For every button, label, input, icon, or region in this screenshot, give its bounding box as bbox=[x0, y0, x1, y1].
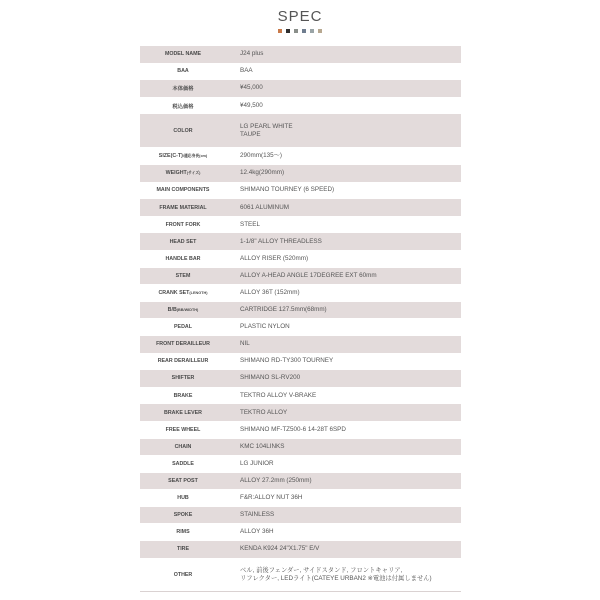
spec-value: SHIMANO RD-TY300 TOURNEY bbox=[240, 357, 334, 365]
spec-row bbox=[140, 182, 461, 199]
spec-value: NIL bbox=[240, 340, 250, 348]
color-swatch-row bbox=[0, 29, 600, 33]
spec-label: 本体価格 bbox=[172, 86, 194, 93]
spec-label: 税込価格 bbox=[172, 103, 194, 110]
spec-label: SEAT POST bbox=[168, 478, 198, 484]
spec-value: 12.4kg(290mm) bbox=[240, 169, 285, 177]
spec-label: OTHER bbox=[173, 571, 193, 578]
spec-table bbox=[140, 46, 461, 593]
color-swatch bbox=[302, 29, 306, 33]
spec-row bbox=[140, 268, 461, 285]
spec-label: SIZE(C-T) /適応身長(cm) bbox=[158, 153, 208, 160]
spec-label: FREE WHEEL bbox=[165, 426, 201, 433]
spec-label: B/B (BB/WIDTH) bbox=[167, 307, 199, 314]
spec-row bbox=[140, 490, 461, 507]
spec-row bbox=[140, 456, 461, 473]
spec-label: REAR DERAILLEUR bbox=[157, 358, 209, 365]
spec-row bbox=[140, 199, 461, 216]
spec-value: KENDA K924 24"X1.75" E/V bbox=[240, 545, 320, 553]
spec-value: LG JUNIOR bbox=[240, 459, 274, 467]
spec-label: FRAME MATERIAL bbox=[159, 204, 207, 211]
spec-value: 290mm(135〜) bbox=[240, 152, 282, 160]
spec-value: ALLOY 27.2mm (250mm) bbox=[240, 477, 312, 484]
spec-value: LG PEARL WHITE TAUPE bbox=[240, 122, 293, 138]
spec-row bbox=[140, 46, 461, 63]
spec-row bbox=[140, 97, 461, 114]
color-swatch bbox=[278, 29, 282, 33]
spec-row bbox=[140, 165, 461, 182]
spec-row bbox=[140, 473, 461, 490]
spec-label: FRONT DERAILLEUR bbox=[156, 341, 210, 348]
spec-row bbox=[140, 421, 461, 438]
color-swatch bbox=[310, 29, 314, 33]
color-swatch bbox=[294, 29, 298, 33]
spec-label: WEIGHT (サイズ) bbox=[165, 170, 201, 177]
spec-value: SHIMANO TOURNEY (6 SPEED) bbox=[240, 186, 335, 194]
spec-row bbox=[140, 404, 461, 421]
spec-label: MAIN COMPONENTS bbox=[156, 187, 210, 194]
spec-value: F&R:ALLOY NUT 36H bbox=[240, 494, 303, 502]
spec-label: MODEL NAME bbox=[164, 51, 202, 58]
spec-value: ALLOY A-HEAD ANGLE 17DEGREE EXT 60mm bbox=[240, 271, 377, 279]
page-title: SPEC bbox=[277, 8, 323, 25]
spec-row bbox=[140, 370, 461, 387]
spec-row bbox=[140, 541, 461, 558]
spec-value: STEEL bbox=[240, 220, 260, 228]
spec-label: BAA bbox=[177, 68, 189, 75]
spec-label: HANDLE BAR bbox=[165, 255, 201, 262]
spec-value: ¥49,500 bbox=[240, 101, 263, 109]
color-swatch bbox=[318, 29, 322, 33]
spec-label: TIRE bbox=[176, 546, 190, 553]
spec-row bbox=[140, 558, 461, 592]
spec-row bbox=[140, 285, 461, 302]
spec-row bbox=[140, 216, 461, 233]
spec-value: 1-1/8" ALLOY THREADLESS bbox=[240, 237, 322, 245]
spec-row bbox=[140, 63, 461, 80]
spec-value: J24 plus bbox=[240, 50, 264, 58]
spec-row bbox=[140, 319, 461, 336]
spec-label: BRAKE LEVER bbox=[164, 409, 202, 416]
spec-value: TEKTRO ALLOY V-BRAKE bbox=[240, 391, 317, 399]
spec-row bbox=[140, 507, 461, 524]
spec-label: COLOR bbox=[173, 127, 193, 134]
spec-label: SADDLE bbox=[172, 460, 194, 467]
spec-value: ALLOY 36H bbox=[240, 528, 274, 536]
spec-label: FRONT FORK bbox=[165, 221, 201, 228]
spec-value: TEKTRO ALLOY bbox=[240, 408, 288, 416]
color-swatch bbox=[286, 29, 290, 33]
spec-label: CHAIN bbox=[174, 443, 192, 450]
spec-value: 6061 ALUMINUM bbox=[240, 203, 289, 211]
spec-value: SHIMANO SL-RV200 bbox=[240, 374, 301, 382]
spec-value: KMC 104LINKS bbox=[240, 442, 285, 450]
spec-row bbox=[140, 387, 461, 404]
spec-row bbox=[140, 251, 461, 268]
spec-value: PLASTIC NYLON bbox=[240, 323, 290, 331]
spec-value: SHIMANO MF-TZ500-6 14-28T 6SPD bbox=[240, 425, 346, 433]
spec-value: ¥45,000 bbox=[240, 84, 263, 92]
spec-row bbox=[140, 353, 461, 370]
spec-label: BRAKE bbox=[173, 392, 193, 399]
spec-row bbox=[140, 114, 461, 147]
spec-label: HEAD SET bbox=[169, 238, 197, 245]
spec-row bbox=[140, 439, 461, 456]
spec-label: SHIFTER bbox=[171, 375, 195, 382]
spec-label: STEM bbox=[175, 272, 191, 279]
spec-label: CRANK SET (LENGTH) bbox=[158, 289, 208, 296]
spec-row bbox=[140, 148, 461, 165]
spec-row bbox=[140, 524, 461, 541]
spec-value: BAA bbox=[240, 67, 253, 75]
spec-label: RIMS bbox=[176, 529, 190, 536]
spec-row bbox=[140, 336, 461, 353]
spec-label: SPOKE bbox=[173, 512, 193, 519]
spec-value: CARTRIDGE 127.5mm(68mm) bbox=[240, 306, 327, 314]
spec-value: STAINLESS bbox=[240, 511, 275, 519]
spec-value: ベル, 前後フェンダー, サイドスタンド, フロントキャリア, リフレクター, LEDライト(CATEYE URBAN2 ※電池は付属しません) bbox=[240, 566, 432, 582]
spec-row bbox=[140, 233, 461, 250]
spec-label: HUB bbox=[177, 495, 189, 502]
spec-label: PEDAL bbox=[174, 324, 192, 331]
spec-value: ALLOY 36T (152mm) bbox=[240, 288, 300, 296]
spec-value: ALLOY RISER (520mm) bbox=[240, 254, 309, 262]
spec-row bbox=[140, 80, 461, 97]
spec-row bbox=[140, 302, 461, 319]
